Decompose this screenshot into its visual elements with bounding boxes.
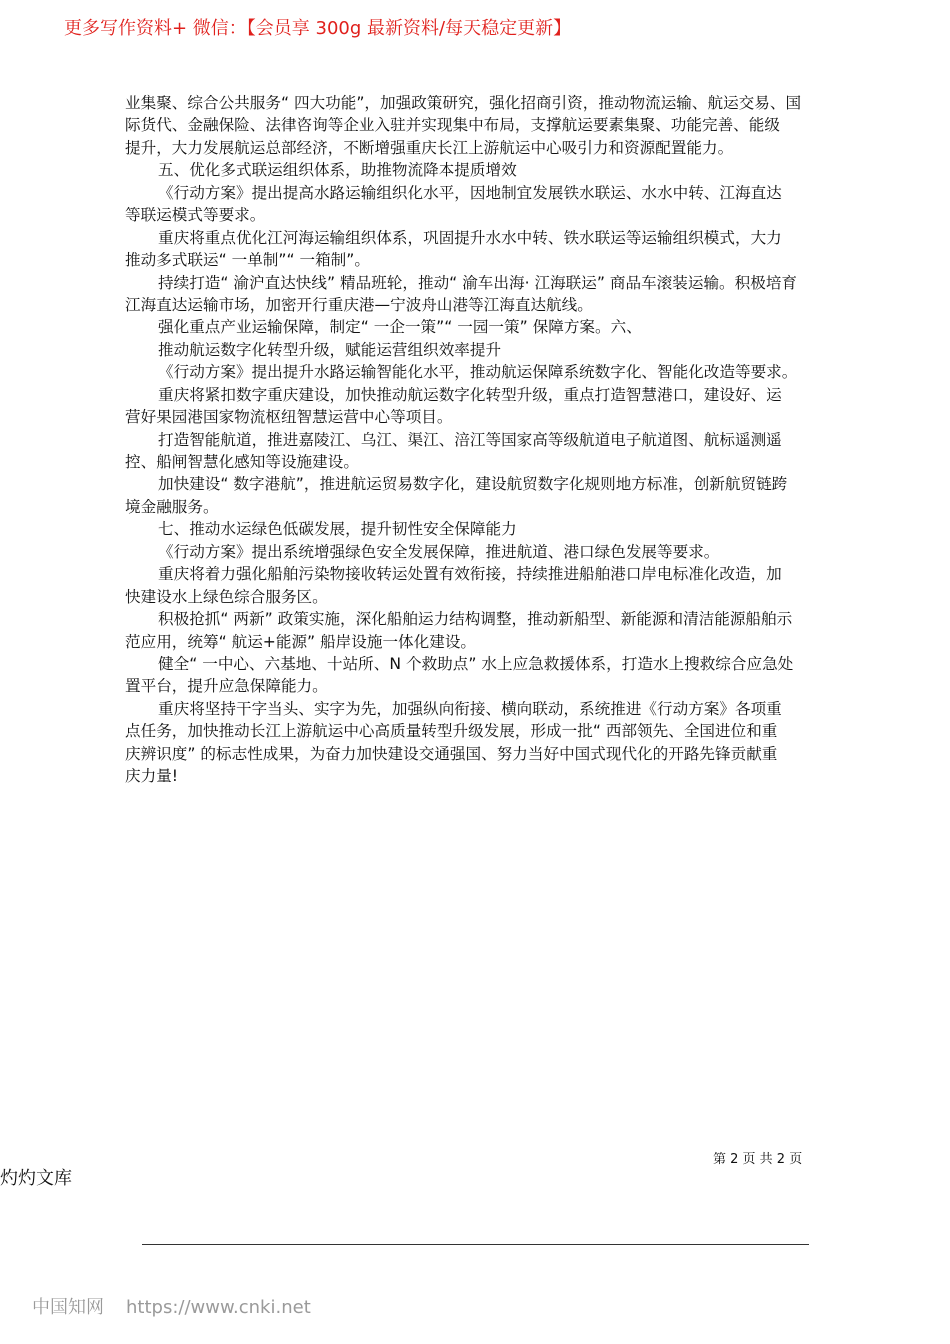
paragraph [125, 384, 835, 429]
paragraph [125, 92, 835, 159]
document-body [125, 92, 835, 788]
text-line: 五、优化多式联运组织体系，助推物流降本提质增效 [158, 161, 517, 180]
text-line: 积极抢抓“ 两新” 政策实施，深化船舶运力结构调整，推动新船型、新能源和清洁能源船舶示 [158, 610, 793, 629]
text-line: 重庆将着力强化船舶污染物接收转运处置有效衔接，持续推进船舶港口岸电标准化改造，加 [158, 565, 782, 584]
text-line: 际货代、金融保险、法律咨询等企业入驻并实现集中布局，支撑航运要素集聚、功能完善、能级 [125, 116, 780, 135]
text-line: 打造智能航道，推进嘉陵江、乌江、渠江、涪江等国家高等级航道电子航道图、航标遥测遥 [158, 430, 782, 449]
text-line: 《行动方案》提出提升水路运输智能化水平，推动航运保障系统数字化、智能化改造等要求。 [158, 363, 798, 382]
text-line: 推动航运数字化转型升级，赋能运营组织效率提升 [158, 340, 502, 359]
text-line: 健全“ 一中心、六基地、十站所、N 个救助点” 水上应急救援体系，打造水上搜救综合应急处 [158, 654, 794, 673]
text-line: 《行动方案》提出提高水路运输组织化水平，因地制宜发展铁水联运、水水中转、江海直达 [158, 183, 782, 202]
text-line: 置平台，提升应急保障能力。 [125, 677, 328, 696]
watermark-url: https://www.cnki.net [126, 1297, 311, 1318]
text-line: 江海直达运输市场，加密开行重庆港—宁波舟山港等江海直达航线。 [125, 295, 593, 314]
paragraph [125, 159, 835, 181]
page-number: 第 2 页 共 2 页 [713, 1152, 803, 1167]
paragraph [125, 473, 835, 518]
paragraph [125, 227, 835, 272]
text-line: 推动多式联运“ 一单制”“ 一箱制”。 [125, 251, 370, 270]
text-line: 《行动方案》提出系统增强绿色安全发展保障，推进航道、港口绿色发展等要求。 [158, 542, 720, 561]
paragraph [125, 429, 835, 474]
paragraph [125, 653, 835, 698]
divider [142, 1244, 809, 1245]
text-line: 庆力量! [125, 767, 179, 786]
text-line: 营好果园港国家物流枢纽智慧运营中心等项目。 [125, 408, 453, 427]
paragraph [125, 541, 835, 563]
text-line: 等联运模式等要求。 [125, 206, 266, 225]
text-line: 重庆将紧扣数字重庆建设，加快推动航运数字化转型升级，重点打造智慧港口，建设好、运 [158, 385, 782, 404]
watermark [32, 1293, 311, 1319]
paragraph [125, 272, 835, 317]
text-line: 范应用，统筹“ 航运+能源” 船岸设施一体化建设。 [125, 632, 477, 651]
text-line: 七、推动水运绿色低碳发展，提升韧性安全保障能力 [158, 520, 517, 539]
text-line: 境金融服务。 [125, 497, 219, 516]
text-line: 点任务，加快推动长江上游航运中心高质量转型升级发展，形成一批“ 西部领先、全国进位和重 [125, 722, 778, 741]
text-line: 重庆将重点优化江河海运输组织体系，巩固提升水水中转、铁水联运等运输组织模式，大力 [158, 228, 782, 247]
text-line: 控、船闸智慧化感知等设施建设。 [125, 453, 359, 471]
text-line: 重庆将坚持干字当头、实字为先，加强纵向衔接、横向联动，系统推进《行动方案》各项重 [158, 699, 782, 718]
paragraph [125, 361, 835, 383]
paragraph [125, 698, 835, 788]
paragraph [125, 518, 835, 540]
text-line: 加快建设“ 数字港航”，推进航运贸易数字化，建设航贸数字化规则地方标准，创新航贸链跨 [158, 475, 788, 494]
paragraph [125, 563, 835, 608]
paragraph [125, 316, 835, 338]
paragraph [125, 182, 835, 227]
paragraph [125, 608, 835, 653]
library-name: 灼灼文库 [0, 1168, 72, 1189]
text-line: 提升，大力发展航运总部经济，不断增强重庆长江上游航运中心吸引力和资源配置能力。 [125, 138, 734, 157]
promo-banner: 更多写作资料+ 微信：【会员享 300g 最新资料/每天稳定更新】 [64, 18, 572, 39]
watermark-name: 中国知网 [32, 1297, 104, 1318]
text-line: 业集聚、综合公共服务“ 四大功能”，加强政策研究，强化招商引资，推动物流运输、航运交易、国 [125, 94, 802, 112]
text-line: 持续打造“ 渝沪直达快线” 精品班轮，推动“ 渝车出海· 江海联运” 商品车滚装运输。积极培育 [158, 273, 798, 292]
paragraph [125, 339, 835, 361]
text-line: 快建设水上绿色综合服务区。 [125, 587, 328, 606]
text-line: 强化重点产业运输保障，制定“ 一企一策”“ 一园一策” 保障方案。六、 [158, 318, 642, 337]
text-line: 庆辨识度” 的标志性成果，为奋力加快建设交通强国、努力当好中国式现代化的开路先锋贡献重 [125, 744, 778, 763]
